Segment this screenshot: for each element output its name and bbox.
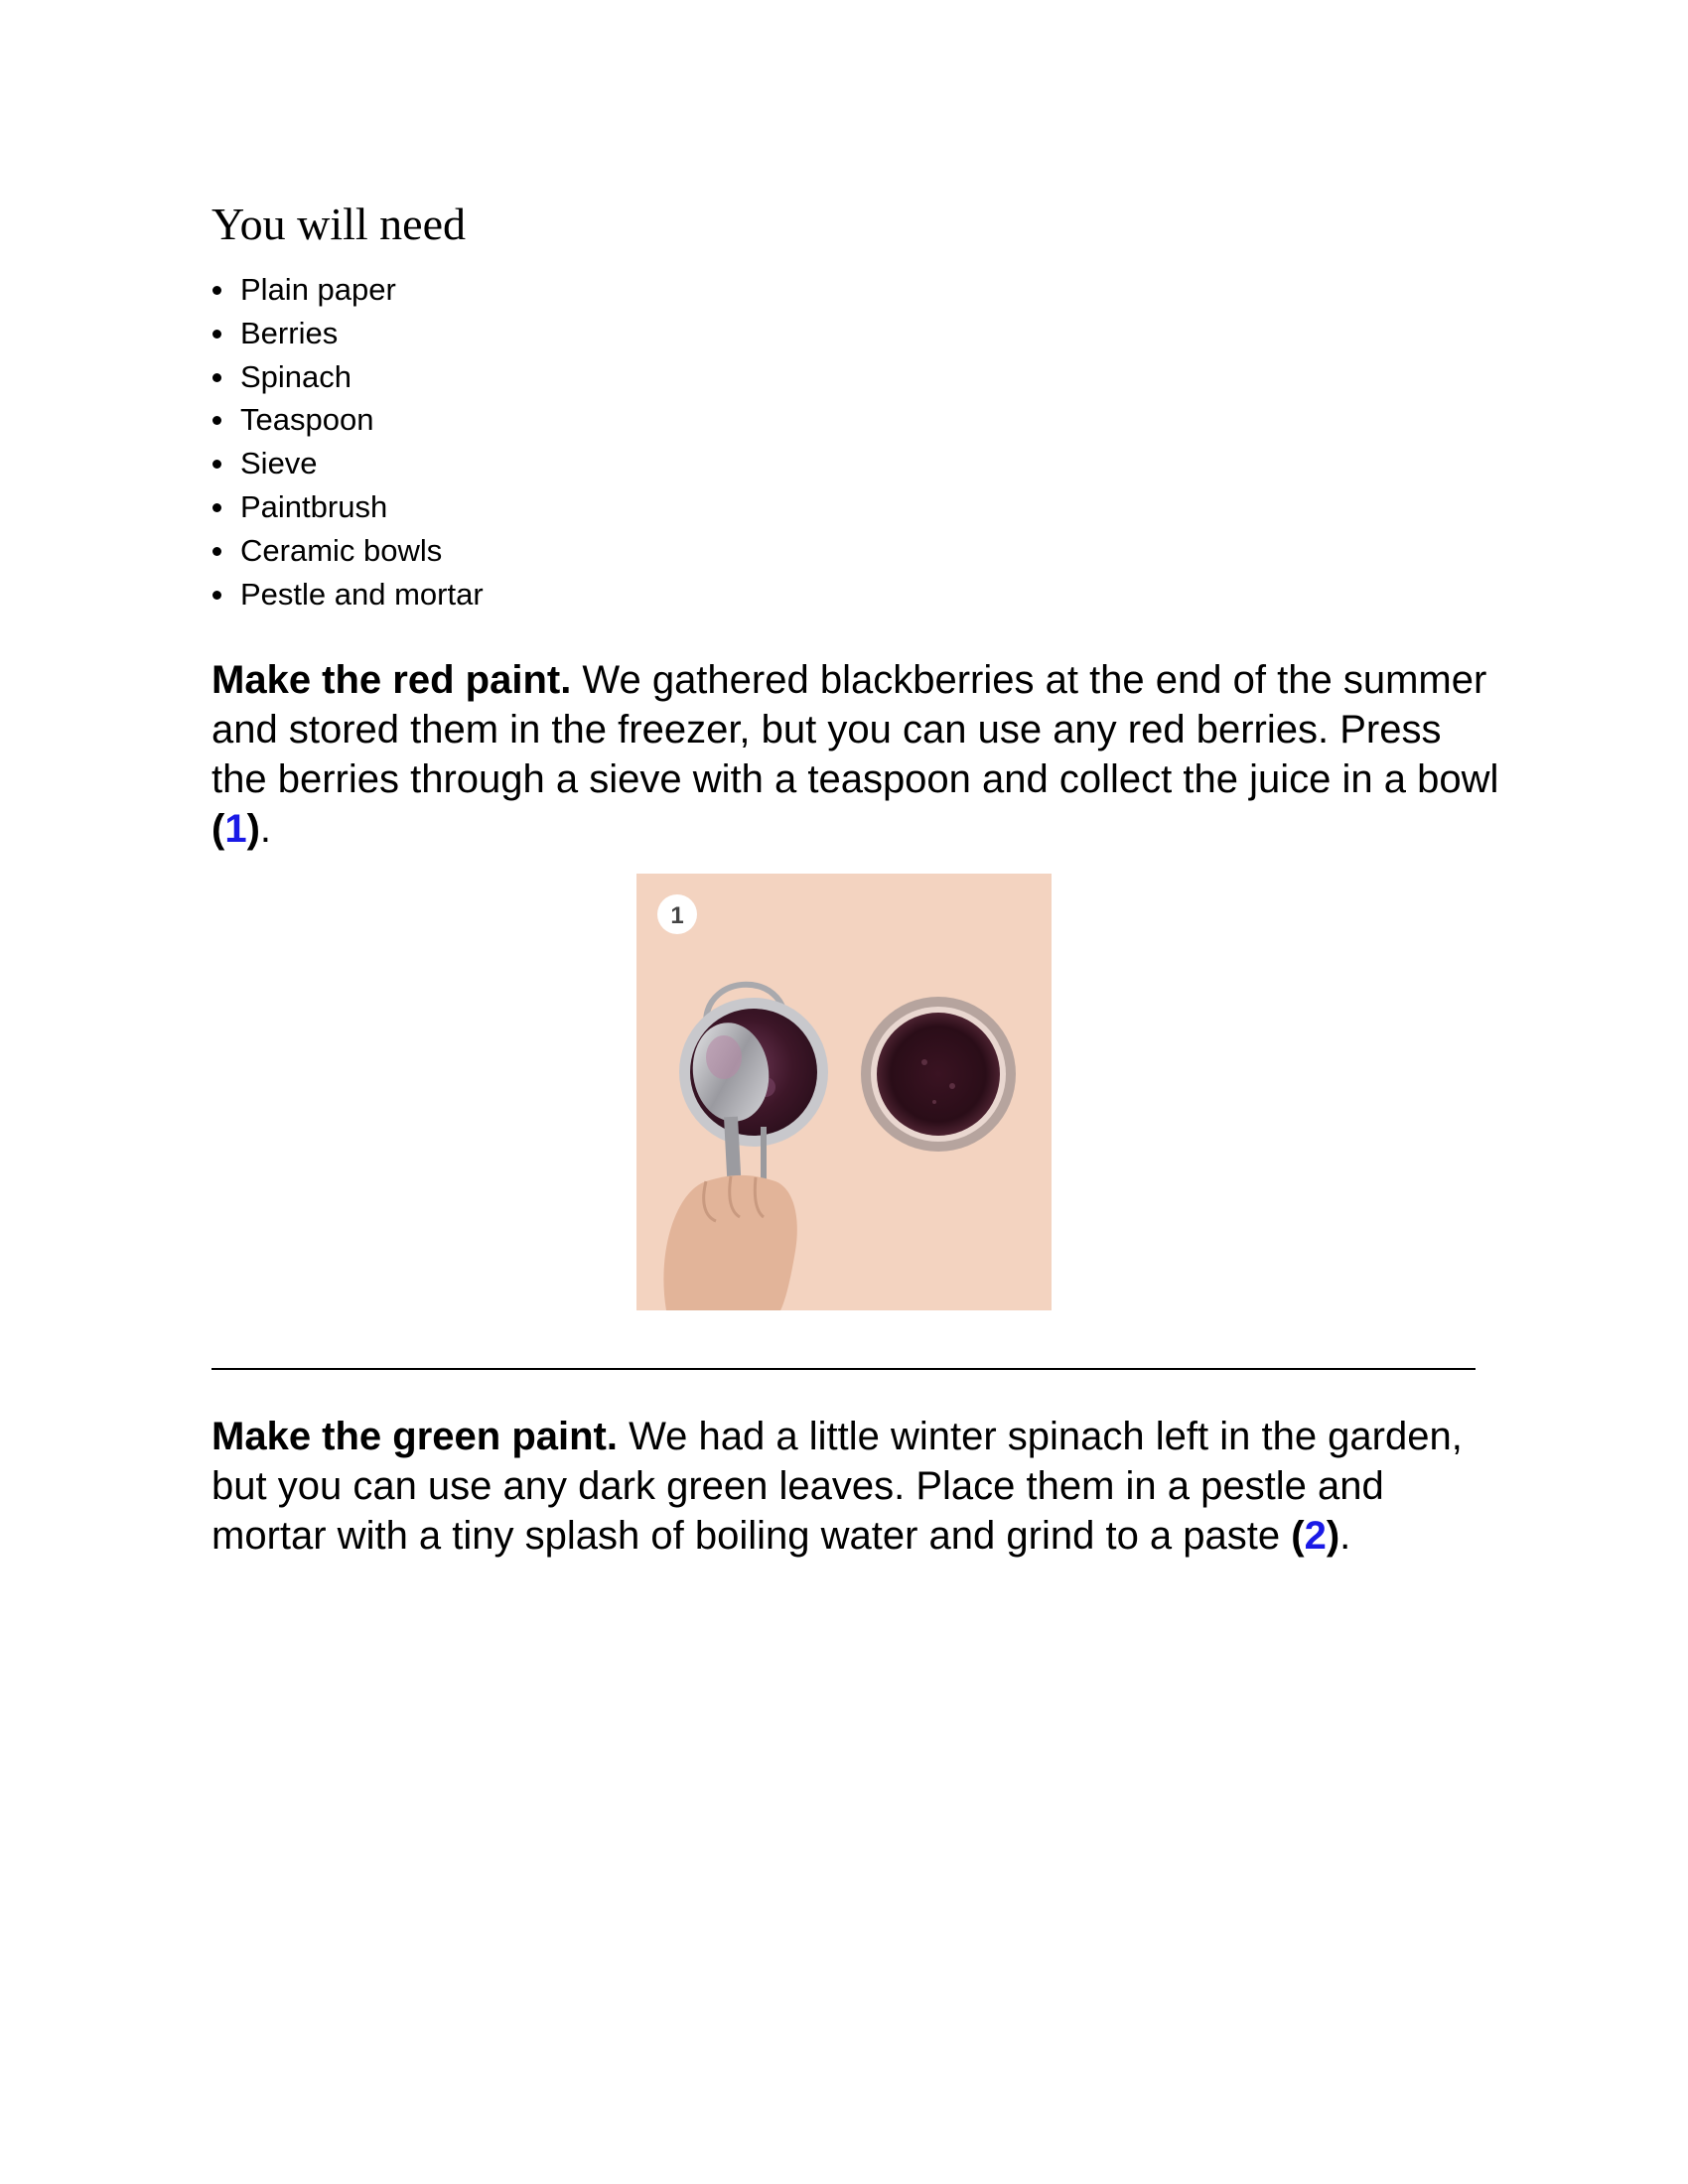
list-item: Sieve: [240, 442, 484, 485]
list-item: Ceramic bowls: [240, 529, 484, 573]
supplies-heading: You will need: [211, 199, 467, 249]
list-item: Plain paper: [240, 268, 484, 312]
list-item: Pestle and mortar: [240, 573, 484, 616]
bullet-icon: [212, 286, 221, 295]
bullet-icon: [212, 416, 221, 425]
red-paint-paragraph: Make the red paint. We gathered blackberries at the end of the summer and stored them in the freezer, but you can use any red berries. Press the berries through a sieve with a teaspoon and collect the juice in a bowl (1).: [211, 658, 1499, 851]
bullet-icon: [212, 503, 221, 512]
list-item: Berries: [240, 312, 484, 355]
green-paint-paragraph: Make the green paint. We had a little winter spinach left in the garden, but you can use any dark green leaves. Place them in a pestle and mortar with a tiny splash of boiling water and grind to a paste (2).: [211, 1415, 1463, 1558]
supplies-list: [211, 268, 484, 615]
berries-sieve-illustration: [636, 874, 1052, 1310]
figure-reference-2[interactable]: (2): [1291, 1514, 1340, 1558]
bullet-icon: [212, 330, 221, 339]
green-paint-title: Make the green paint.: [211, 1415, 618, 1458]
bullet-icon: [212, 547, 221, 556]
red-paint-text: We gathered blackberries at the end of the summer and stored them in the freezer, but you can use any red berries. Press the berries through a sieve with a teaspoon and collect the juice in a bowl: [211, 658, 1499, 801]
green-paint-text: We had a little winter spinach left in the garden, but you can use any dark green leaves. Place them in a pestle and mortar with a tiny splash of boiling water and grind to a paste: [211, 1415, 1463, 1558]
bullet-icon: [212, 373, 221, 382]
list-item: Teaspoon: [240, 398, 484, 442]
bullet-icon: [212, 460, 221, 469]
list-item: Spinach: [240, 355, 484, 399]
step-1-photo: [636, 874, 1052, 1310]
bullet-icon: [212, 591, 221, 600]
figure-reference-1[interactable]: (1): [211, 807, 260, 851]
list-item: Paintbrush: [240, 485, 484, 529]
section-divider: [211, 1368, 1476, 1370]
step-badge-number: 1: [670, 902, 684, 929]
red-paint-title: Make the red paint.: [211, 658, 572, 702]
